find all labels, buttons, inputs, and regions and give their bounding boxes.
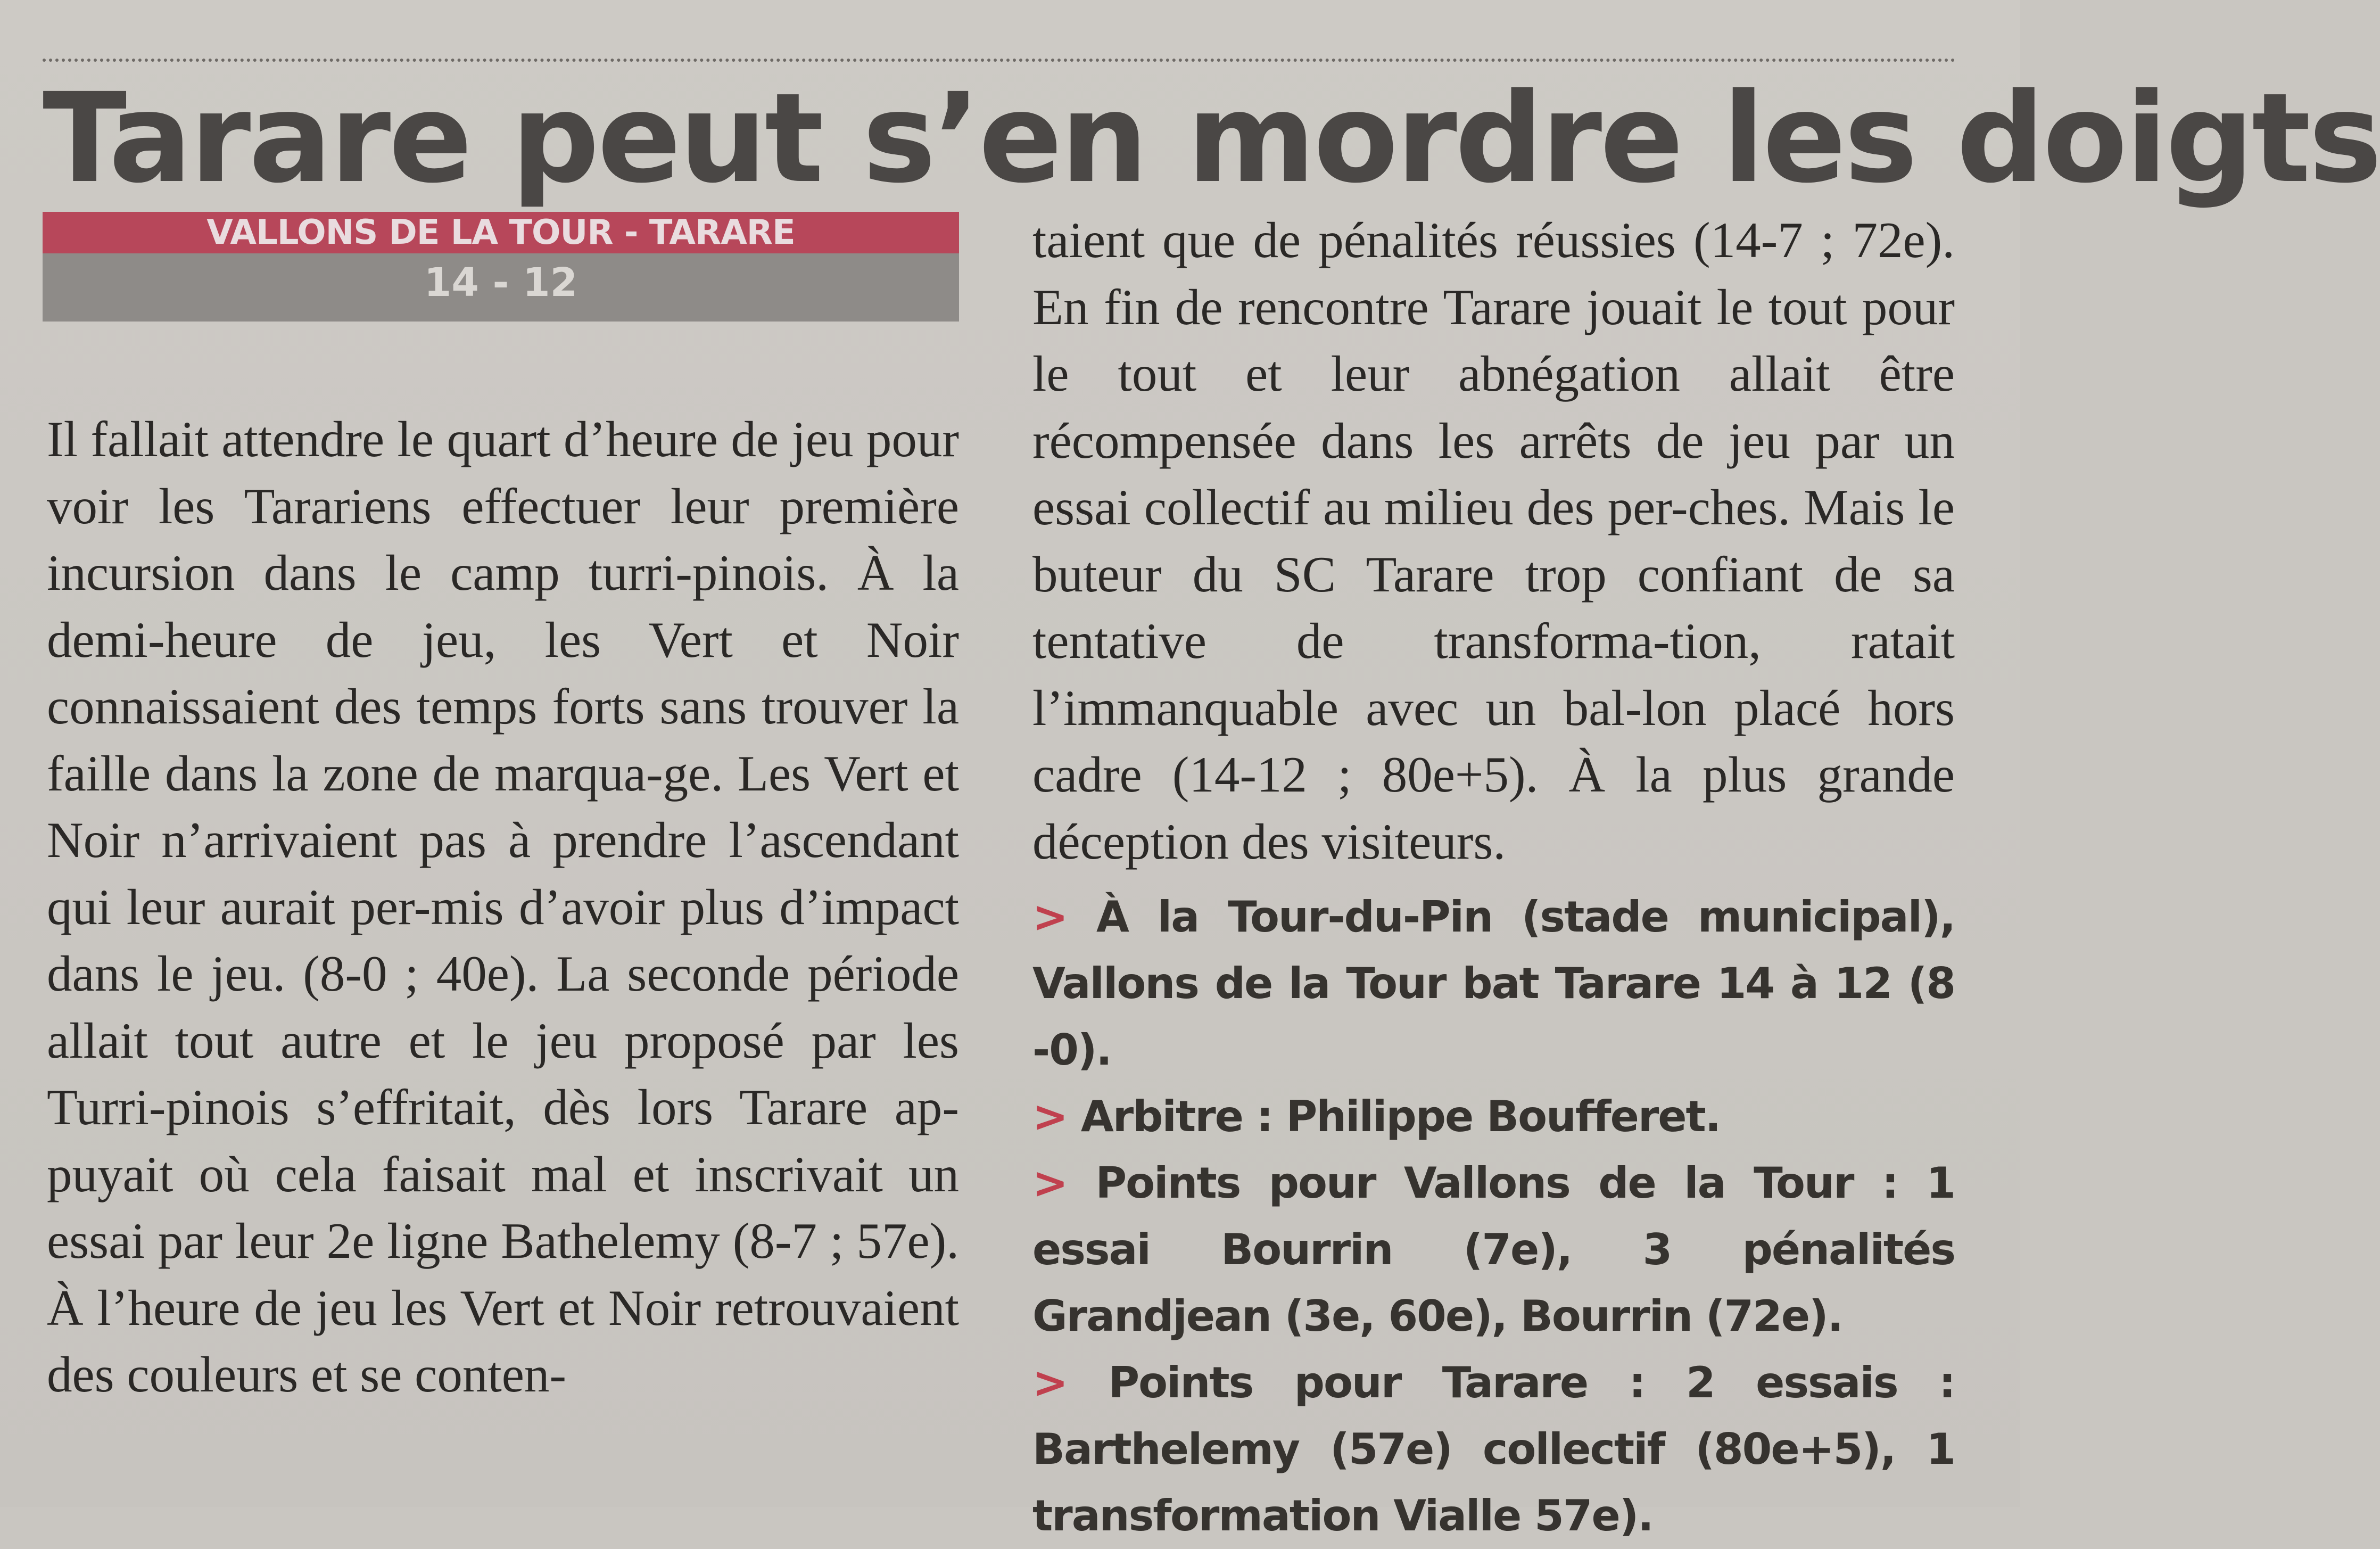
arrow-icon: >: [1032, 1092, 1068, 1141]
headline: Tarare peut s’en mordre les doigts: [43, 67, 2380, 210]
match-info: [1032, 884, 1955, 1549]
arrow-icon: >: [1032, 1358, 1068, 1407]
article-column-left: [47, 406, 959, 1408]
referee-text: Arbitre : Philippe Boufferet.: [1080, 1092, 1721, 1141]
article-column-right: [1032, 207, 1955, 1549]
article-body-right: taient que de pénalités réussies (14-7 ; 72e). En fin de rencontre Tarare jouait le tout pour le tout et leur abnégation allait être récompensée dans les arrêts de jeu par un essai collectif au milieu des per-ches. Mais le buteur du SC Tarare trop confiant de sa tentative de transforma-tion, ratait l’immanquable avec un bal-lon placé hors cadre (14-12 ; 80e+5). À la plus grande déception des visiteurs.: [1032, 212, 1955, 870]
info-points-tarare: [1032, 1349, 1955, 1549]
points-tarare-text: Points pour Tarare : 2 essais : Barthelemy (57e) collectif (80e+5), 1 transformation Vialle 57e).: [1032, 1358, 1955, 1540]
matchup-banner: VALLONS DE LA TOUR - TARARE: [43, 212, 959, 253]
info-points-vallons: [1032, 1150, 1955, 1349]
article-body-left: Il fallait attendre le quart d’heure de jeu pour voir les Tarariens effectuer leur première incursion dans le camp turri-pinois. À la demi-heure de jeu, les Vert et Noir connaissaient des temps forts sans trouver la faille dans la zone de marqua-ge. Les Vert et Noir n’arrivaient pas à prendre l’ascendant qui leur aurait per-mis d’avoir plus d’impact dans le jeu. (8-0 ; 40e). La seconde période allait tout autre et le jeu proposé par les Turri-pinois s’effritait, dès lors Tarare ap-puyait où cela faisait mal et inscrivait un essai par leur 2e ligne Bathelemy (8-7 ; 57e). À l’heure de jeu les Vert et Noir retrouvaient des couleurs et se conten-: [47, 411, 959, 1403]
dotted-rule: [43, 59, 1956, 62]
score-block: [43, 212, 959, 322]
arrow-icon: >: [1032, 892, 1068, 942]
venue-text: À la Tour-du-Pin (stade municipal), Vallons de la Tour bat Tarare 14 à 12 (8 -0).: [1032, 892, 1955, 1075]
info-referee: [1032, 1083, 1955, 1150]
info-venue: [1032, 884, 1955, 1083]
score-banner: 14 - 12: [43, 253, 959, 322]
arrow-icon: >: [1032, 1158, 1068, 1208]
points-vallons-text: Points pour Vallons de la Tour : 1 essai Bourrin (7e), 3 pénalités Grandjean (3e, 60e), Bourrin (72e).: [1032, 1158, 1955, 1341]
